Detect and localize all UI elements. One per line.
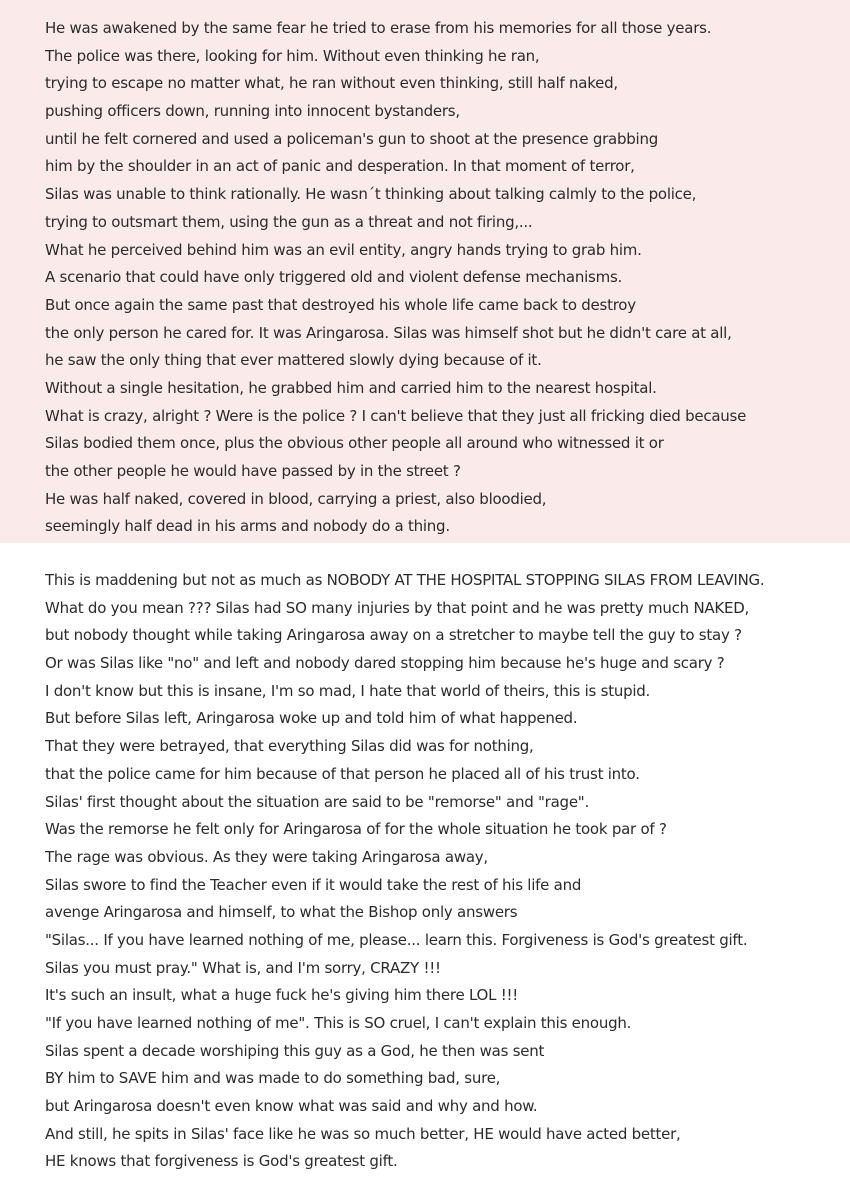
text-line: Silas swore to find the Teacher even if it would take the rest of his life and (45, 875, 582, 894)
text-line: pushing officers down, running into innocent bystanders, (45, 102, 460, 121)
text-line: until he felt cornered and used a policeman's gun to shoot at the presence grabbing (45, 129, 658, 148)
text-line: "Silas... If you have learned nothing of me, please... learn this. Forgiveness is God's greatest gift. (45, 930, 748, 949)
text-line: The police was there, looking for him. Without even thinking he ran, (45, 46, 540, 65)
text-line: the other people he would have passed by in the street ? (45, 462, 461, 480)
text-line: him by the shoulder in an act of panic and desperation. In that moment of terror, (45, 157, 635, 176)
text-line: he saw the only thing that ever mattered slowly dying because of it. (45, 351, 542, 370)
text-line: Silas you must pray." What is, and I'm sorry, CRAZY !!! (45, 958, 441, 977)
text-line: But once again the same past that destroyed his whole life came back to destroy (45, 295, 636, 314)
highlighted-paragraph (0, 0, 850, 543)
text-line: Silas' first thought about the situation are said to be "remorse" and "rage". (45, 792, 589, 811)
text-line: Silas bodied them once, plus the obvious other people all around who witnessed it or (45, 434, 664, 453)
text-line: He was awakened by the same fear he tried to erase from his memories for all those years. (45, 19, 712, 37)
text-line: avenge Aringarosa and himself, to what the Bishop only answers (45, 903, 518, 922)
text-line: Was the remorse he felt only for Aringarosa of for the whole situation he took par of ? (45, 820, 667, 839)
text-line: trying to escape no matter what, he ran without even thinking, still half naked, (45, 74, 618, 93)
text-line: What he perceived behind him was an evil entity, angry hands trying to grab him. (45, 240, 642, 259)
text-line: Silas was unable to think rationally. He wasn´t thinking about talking calmly to the police, (45, 185, 697, 204)
text-line: And still, he spits in Silas' face like he was so much better, HE would have acted better, (45, 1124, 681, 1143)
text-line: What is crazy, alright ? Were is the police ? I can't believe that they just all fricking died because (45, 406, 747, 425)
text-line: BY him to SAVE him and was made to do something bad, sure, (45, 1069, 501, 1088)
text-line: Silas spent a decade worshiping this guy as a God, he then was sent (45, 1041, 545, 1060)
text-line: He was half naked, covered in blood, carrying a priest, also bloodied, (45, 489, 547, 508)
text-line: that the police came for him because of that person he placed all of his trust into. (45, 764, 640, 783)
text-line: "If you have learned nothing of me". This is SO cruel, I can't explain this enough. (45, 1014, 632, 1032)
text-line: HE knows that forgiveness is God's greatest gift. (45, 1152, 398, 1171)
text-line: That they were betrayed, that everything Silas did was for nothing, (45, 737, 534, 756)
text-line: The rage was obvious. As they were taking Aringarosa away, (45, 847, 488, 866)
text-line: What do you mean ??? Silas had SO many injuries by that point and he was pretty much NAKED, (45, 598, 750, 617)
plain-paragraph (0, 567, 850, 1179)
text-line: It's such an insult, what a huge fuck he's giving him there LOL !!! (45, 986, 519, 1005)
text-line: A scenario that could have only triggered old and violent defense mechanisms. (45, 268, 623, 287)
text-line: the only person he cared for. It was Aringarosa. Silas was himself shot but he didn't care at all, (45, 323, 732, 342)
text-line: trying to outsmart them, using the gun as a threat and not firing,... (45, 212, 533, 231)
text-line: I don't know but this is insane, I'm so mad, I hate that world of theirs, this is stupid. (45, 681, 651, 700)
text-line: but Aringarosa doesn't even know what was said and why and how. (45, 1097, 538, 1116)
text-line: Or was Silas like "no" and left and nobody dared stopping him because he's huge and scary ? (45, 654, 725, 673)
text-line: but nobody thought while taking Aringarosa away on a stretcher to maybe tell the guy to stay ? (45, 626, 742, 645)
text-line: seemingly half dead in his arms and nobody do a thing. (45, 517, 450, 536)
text-line: But before Silas left, Aringarosa woke up and told him of what happened. (45, 709, 578, 728)
text-line: This is maddening but not as much as NOBODY AT THE HOSPITAL STOPPING SILAS FROM LEAVING. (45, 571, 765, 589)
text-line: Without a single hesitation, he grabbed him and carried him to the nearest hospital. (45, 378, 657, 397)
